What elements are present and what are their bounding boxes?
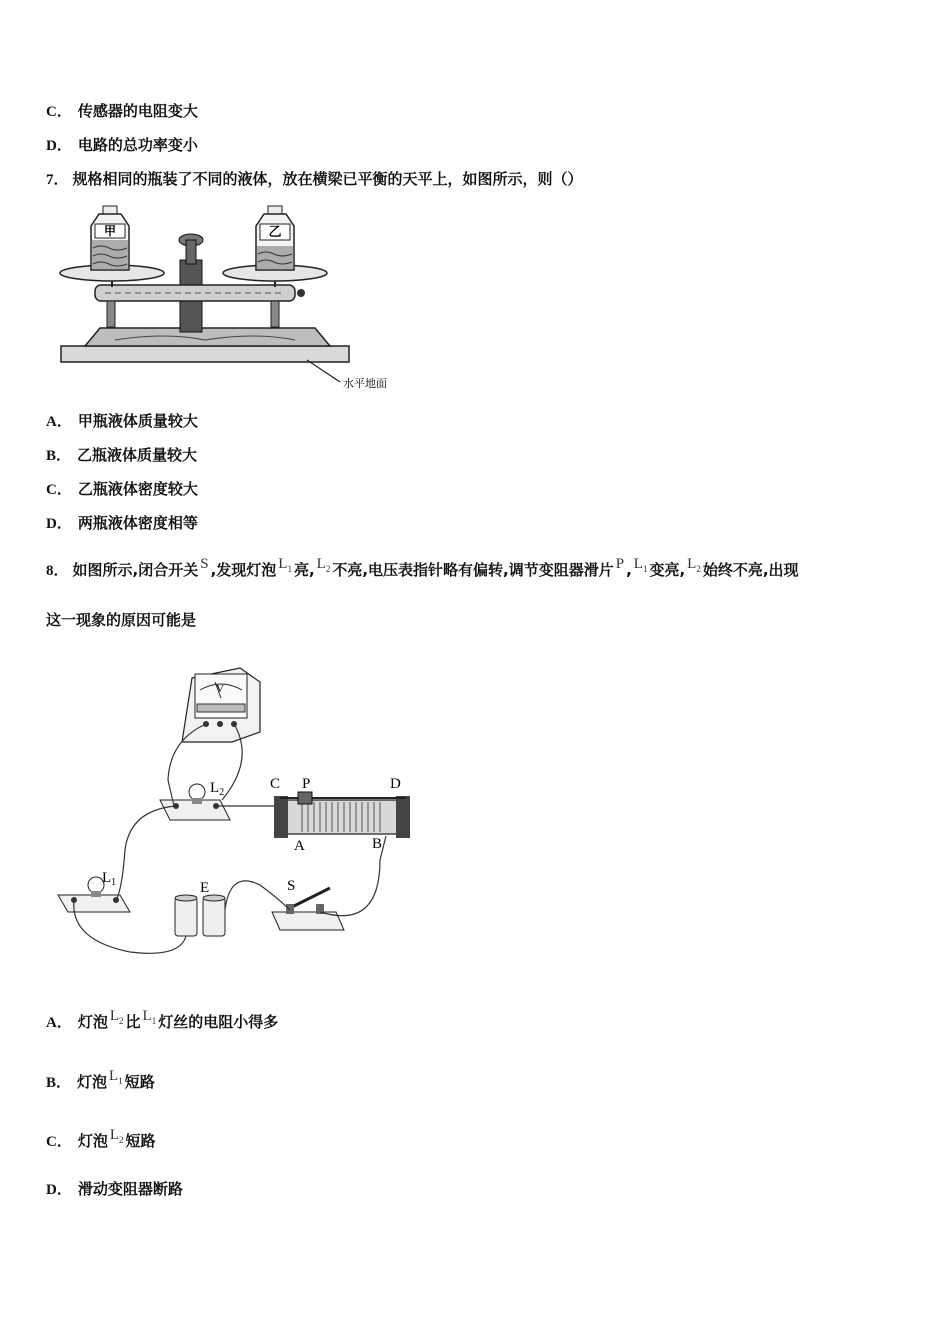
option-label: A． [46,1015,72,1031]
stem-text: 变亮, [649,561,686,579]
q7-option-a [46,411,198,432]
option-text: 比 [125,1013,141,1031]
question-number: 8． [46,563,69,579]
option-text: 灯泡 [77,1073,108,1091]
option-label: D． [46,516,72,532]
voltmeter-label: V [216,683,224,695]
symbol-subscript: 1 [287,564,292,574]
terminal-a-label: A [294,838,305,854]
symbol-subscript: 2 [325,564,331,574]
balance-figure [55,200,415,395]
option-text: 滑动变阻器断路 [77,1180,183,1198]
ground-label: 水平地面 [343,378,387,390]
question-text: 规格相同的瓶装了不同的液体，放在横梁已平衡的天平上，如图所示，则（） [72,170,583,188]
q7-option-b [46,445,197,466]
symbol-p: P [615,556,625,572]
stem-text: 这一现象的原因可能是 [46,611,197,629]
q7-option-c [46,479,198,500]
slider-p-label: P [302,776,311,792]
label-subscript: 2 [219,787,225,798]
option-label: B． [46,1075,72,1091]
option-text: 短路 [124,1073,155,1091]
symbol-l2 [317,556,331,572]
symbol-subscript: 1 [151,1016,157,1026]
option-label: C． [46,482,72,498]
option-label: C． [46,1134,72,1150]
symbol-letter: L [633,556,643,572]
option-label: A． [46,414,72,430]
symbol-letter: L [109,1008,120,1024]
stem-text: , [626,561,632,579]
stem-text: 亮, [293,561,315,579]
option-label: D． [46,138,72,154]
terminal-c-label: C [270,776,281,792]
symbol-letter: L [687,556,697,572]
terminal-d-label: D [390,776,401,792]
q7-stem [46,169,583,190]
stem-text: 始终不亮,出现 [702,561,799,579]
option-text: 甲瓶液体质量较大 [77,412,198,430]
question-number: 7． [46,172,69,188]
label-letter: L [210,780,220,796]
symbol-letter: L [278,556,288,572]
symbol-l2 [110,1008,124,1024]
symbol-subscript: 2 [696,564,701,574]
q7-option-d [46,513,198,534]
q6-option-d [46,135,198,156]
symbol-letter: L [316,556,326,572]
stem-text: ,发现灯泡 [210,561,277,579]
q6-option-c [46,101,198,122]
label-letter: L [102,870,112,886]
symbol-letter: L [109,1127,120,1143]
stem-text: 不亮,电压表指针略有偏转,调节变阻器滑片 [332,561,614,579]
symbol-letter: L [142,1008,152,1024]
battery-e-label: E [200,880,210,896]
symbol-l1 [109,1068,123,1084]
symbol-l1 [143,1008,157,1024]
circuit-figure [50,660,430,970]
symbol-letter: L [109,1068,119,1084]
symbol-l2 [687,556,701,572]
option-text: 灯丝的电阻小得多 [158,1013,279,1031]
switch-s-label: S [287,878,296,894]
lamp-l2-label [210,780,224,798]
q8-option-b [46,1068,155,1098]
option-text: 传感器的电阻变大 [77,102,198,120]
q8-stem [46,556,799,586]
q8-stem-line2 [46,610,196,630]
option-label: D． [46,1182,72,1198]
symbol-subscript: 2 [119,1016,124,1026]
option-text: 乙瓶液体密度较大 [77,480,198,498]
option-label: B． [46,448,72,464]
lamp-l1-label [102,870,116,888]
q8-option-d [46,1179,183,1200]
symbol-subscript: 2 [119,1135,124,1145]
label-subscript: 1 [111,877,117,888]
bottle-label-jia: 甲 [103,224,117,238]
symbol-l1 [634,556,648,572]
symbol-subscript: 1 [118,1076,123,1086]
option-text: 灯泡 [77,1132,108,1150]
q8-option-a [46,1008,279,1038]
terminal-b-label: B [372,836,383,852]
symbol-l2 [110,1127,124,1143]
symbol-subscript: 1 [642,564,648,574]
option-label: C． [46,104,72,120]
bottle-label-yi: 乙 [268,224,282,239]
symbol-l1 [278,556,292,572]
q8-option-c [46,1127,156,1157]
stem-text: 如图所示,闭合开关 [72,561,199,579]
option-text: 电路的总功率变小 [77,136,198,154]
symbol-s: S [200,556,209,572]
option-text: 两瓶液体密度相等 [77,514,198,532]
option-text: 灯泡 [77,1013,108,1031]
option-text: 乙瓶液体质量较大 [77,446,198,464]
option-text: 短路 [125,1132,156,1150]
